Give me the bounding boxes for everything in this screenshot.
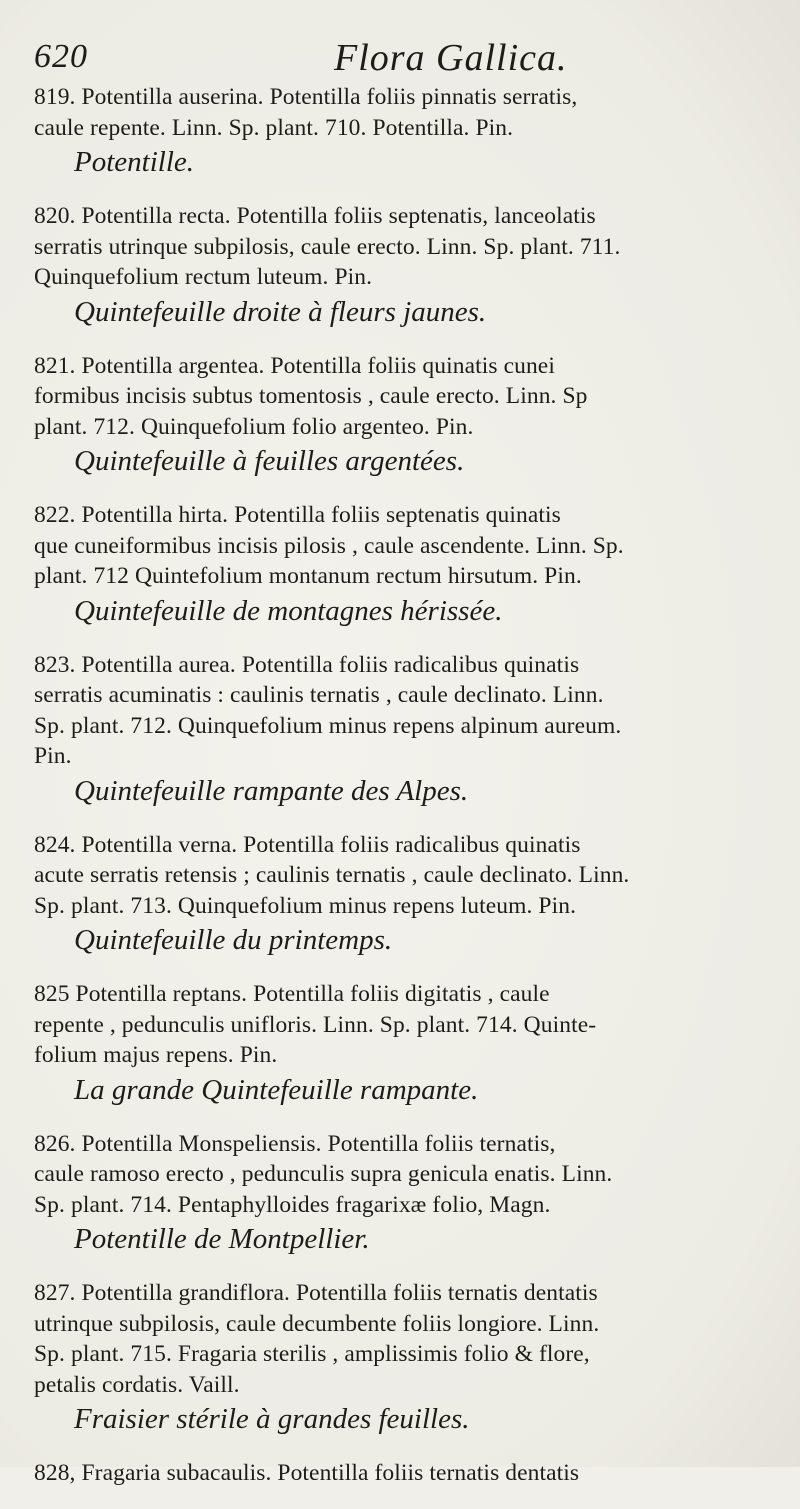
entry-line: acute serratis retensis ; caulinis ternatis , caule declinato. Linn. [34,862,630,888]
vernacular-name: Quintefeuille de montagnes hérissée. [74,594,503,627]
vernacular-name: Quintefeuille rampante des Alpes. [74,774,469,807]
species-entry-821 [34,351,774,481]
species-entry-827 [34,1278,774,1438]
species-entry-824 [34,830,774,960]
entry-line: 821. Potentilla argentea. Potentilla foliis quinatis cunei [34,352,555,379]
entry-line: serratis utrinque subpilosis, caule erecto. Linn. Sp. plant. 711. [34,233,621,260]
vernacular-name: La grande Quintefeuille rampante. [74,1073,479,1106]
entry-line: Sp. plant. 715. Fragaria sterilis , amplissimis folio & flore, [34,1341,590,1367]
entry-line: caule ramoso erecto , pedunculis supra genicula enatis. Linn. [34,1161,613,1187]
entry-line: caule repente. Linn. Sp. plant. 710. Potentilla. Pin. [34,114,514,141]
entry-line: 822. Potentilla hirta. Potentilla foliis septenatis quinatis [34,502,561,528]
entry-line: Quinquefolium rectum luteum. Pin. [34,264,373,290]
entry-line: 825 Potentilla reptans. Potentilla foliis digitatis , caule [34,981,550,1007]
entry-line: formibus incisis subtus tomentosis , caule erecto. Linn. Sp [34,383,588,409]
vernacular-name: Fraisier stérile à grandes feuilles. [74,1403,470,1435]
entry-line: que cuneiformibus incisis pilosis , caule ascendente. Linn. Sp. [34,532,624,559]
species-list [34,82,774,1509]
species-entry-819 [34,82,774,181]
entry-line: utrinque subpilosis, caule decumbente foliis longiore. Linn. [34,1310,600,1337]
vernacular-name: Quintefeuille à feuilles argentées. [74,445,465,477]
entry-line: 824. Potentilla verna. Potentilla foliis radicalibus quinatis [34,831,581,858]
entry-line: petalis cordatis. Vaill. [34,1371,240,1398]
entry-line: 828, Fragaria subacaulis. Potentilla foliis ternatis dentatis [34,1460,580,1486]
entry-line: 823. Potentilla aurea. Potentilla foliis radicalibus quinatis [34,651,580,678]
entry-line: repente , pedunculis unifloris. Linn. Sp. plant. 714. Quinte- [34,1011,597,1038]
species-entry-825 [34,979,774,1109]
species-entry-820 [34,201,774,331]
species-entry-828 [34,1458,774,1489]
entry-line: folium majus repens. Pin. [34,1042,278,1068]
vernacular-name: Potentille. [74,146,194,178]
entry-line: plant. 712 Quintefolium montanum rectum hirsutum. Pin. [34,563,582,589]
entry-line: Pin. [34,743,72,769]
species-entry-823 [34,650,774,810]
entry-line: 819. Potentilla auserina. Potentilla foliis pinnatis serratis, [34,84,578,110]
entry-line: 826. Potentilla Monspeliensis. Potentilla foliis ternatis, [34,1130,556,1157]
page-header [34,32,774,82]
vernacular-name: Quintefeuille droite à fleurs jaunes. [74,295,487,328]
entry-line: Sp. plant. 712. Quinquefolium minus repens alpinum aureum. [34,712,622,739]
species-entry-822 [34,500,774,630]
vernacular-name: Potentille de Montpellier. [74,1223,370,1255]
entry-line: plant. 712. Quinquefolium folio argenteo. Pin. [34,413,474,440]
entry-line: Sp. plant. 713. Quinquefolium minus repens luteum. Pin. [34,892,577,919]
entry-line: serratis acuminatis : caulinis ternatis , caule declinato. Linn. [34,682,604,708]
entry-line: 827. Potentilla grandiflora. Potentilla foliis ternatis dentatis [34,1280,598,1306]
running-title: Flora Gallica. [334,37,568,79]
vernacular-name: Quintefeuille du printemps. [74,924,393,956]
entry-line: Sp. plant. 714. Pentaphylloides fragarixæ folio, Magn. [34,1191,551,1218]
page-number: 620 [34,38,88,75]
entry-line: 820. Potentilla recta. Potentilla foliis septenatis, lanceolatis [34,203,596,229]
species-entry-826 [34,1129,774,1259]
